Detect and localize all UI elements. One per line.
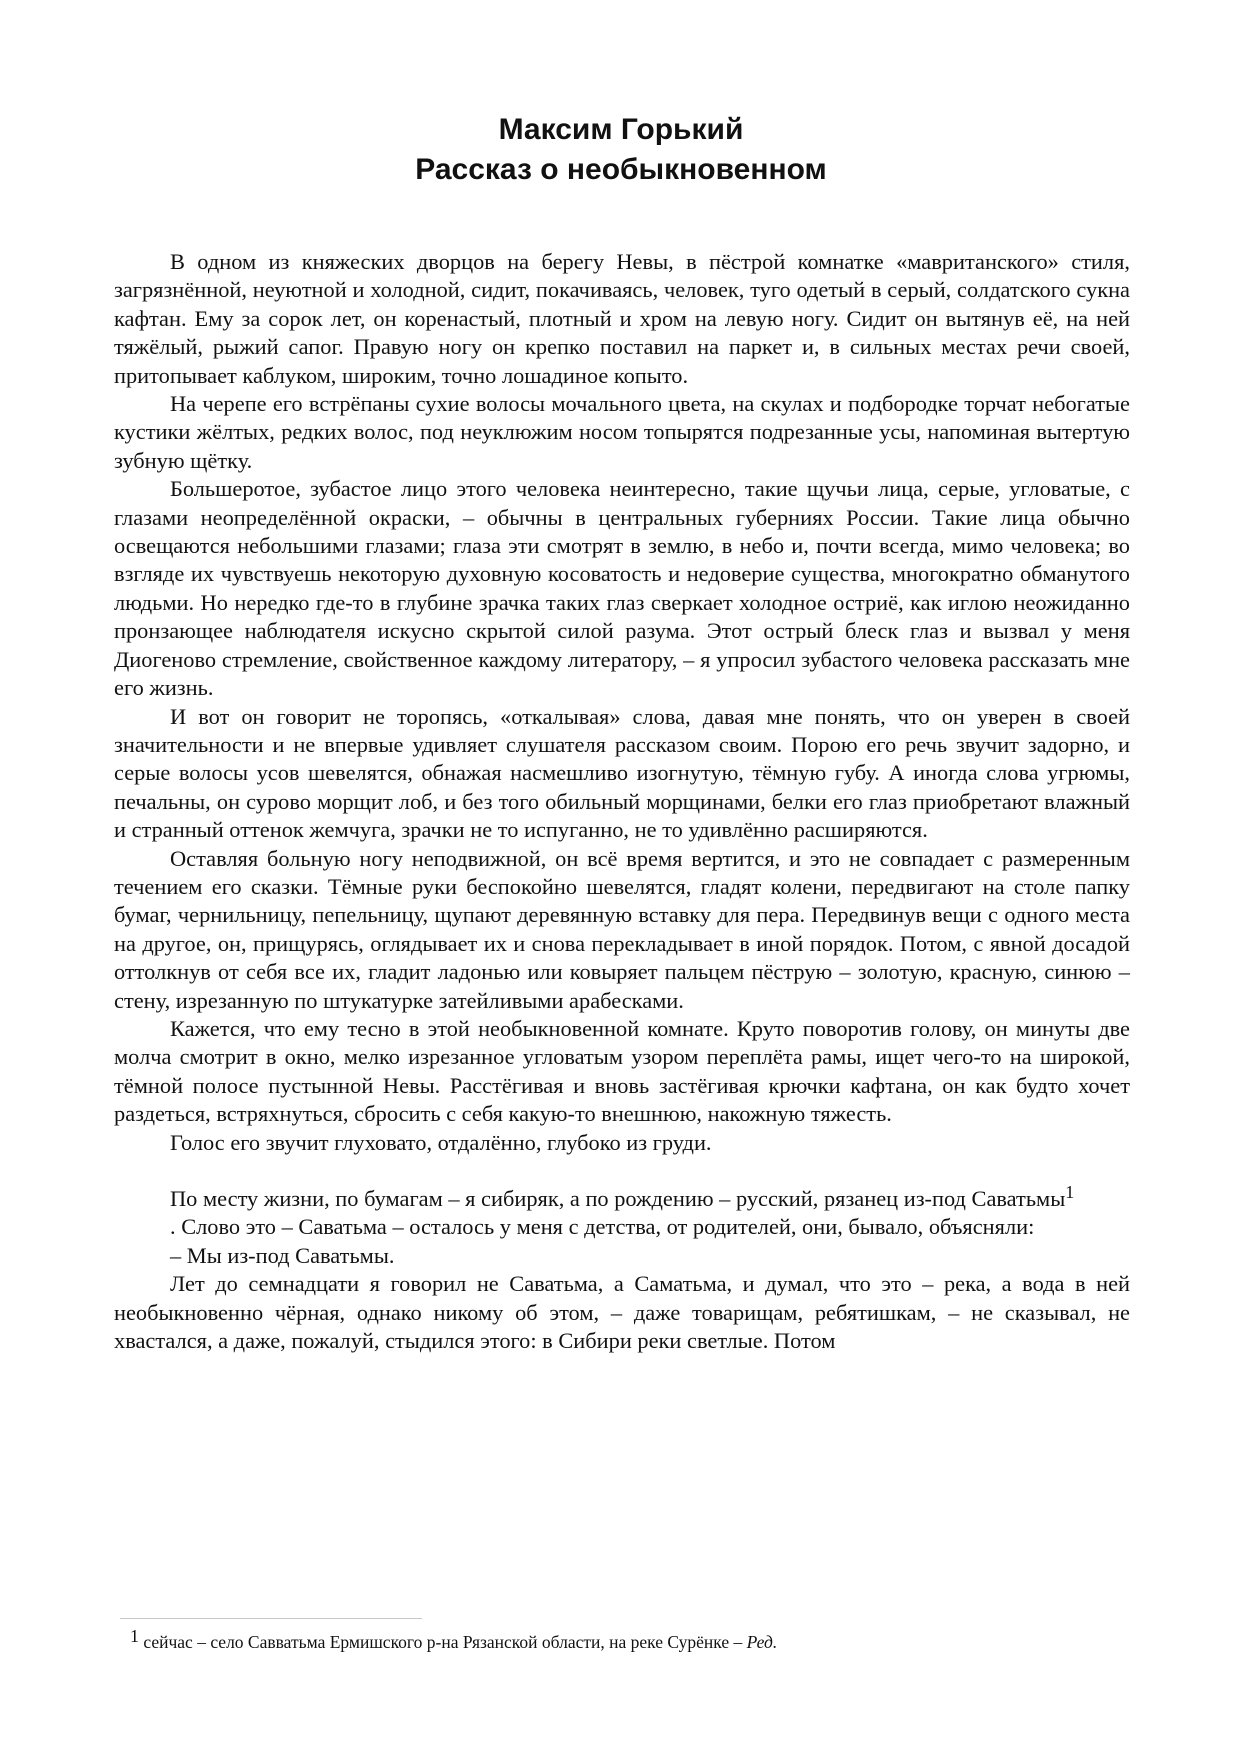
footnote-editor-note: Ред. xyxy=(746,1632,778,1652)
paragraph: Оставляя больную ногу неподвижной, он всё время вертится, и это не совпадает с размеренным течением его сказки. Тёмные руки беспокойно шевелятся, гладят колени, передвигают на столе папку бумаг, чернильницу, пепельницу, щупают деревянную вставку для пера. Передвинув вещи с одного места на другое, он, прищурясь, оглядывает их и снова перекладывает в иной порядок. Потом, с явной досадой оттолкнув от себя все их, гладит ладонью или ковыряет пальцем пёструю – золотую, красную, синюю – стену, изрезанную по штукатурке затейливыми арабесками. xyxy=(114,845,1130,1013)
footnote-reference[interactable]: 1 xyxy=(1065,1182,1075,1202)
speech-text: По месту жизни, по бумагам – я сибиряк, а по рождению – русский, рязанец из-под Саватьмы xyxy=(170,1186,1066,1211)
author-name: Максим Горький xyxy=(498,113,744,146)
footnote-divider xyxy=(120,1618,422,1619)
paragraph: Большеротое, зубастое лицо этого человека неинтересно, такие щучьи лица, серые, угловатые, с глазами неопределённой окраски, – обычны в центральных губерниях России. Такие лица обычно освещаются небольшими глазами; глаза эти смотрят в землю, в небо и, почти всегда, мимо человека; во взгляде их чувствуешь некоторую духовную косоватость и недоверие существа, многократно обманутого людьми. Но нередко где-то в глубине зрачка таких глаз сверкает холодное остриё, как иглою неожиданно пронзающее наблюдателя искусно скрытой силой разума. Этот острый блеск глаз и вызвал у меня Диогеново стремление, свойственное каждому литератору, – я упросил зубастого человека рассказать мне его жизнь. xyxy=(114,476,1130,701)
footnote xyxy=(130,1626,1130,1654)
paragraph: И вот он говорит не торопясь, «откалывая» слова, давая мне понять, что он уверен в своей значительности и не впервые удивляет слушателя рассказом своим. Порою его речь звучит задорно, и серые волосы усов шевелятся, обнажая насмешливо изогнутую, тёмную губу. А иногда слова угрюмы, печальны, он сурово морщит лоб, и без того обильный морщинами, белки его глаз приобретают влажный и странный оттенок жемчуга, зрачки не то испуганно, не то удивлённо расширяются. xyxy=(114,703,1130,843)
speech-paragraph: – Мы из-под Саватьмы. xyxy=(170,1242,395,1268)
paragraph: В одном из княжеских дворцов на берегу Невы, в пёстрой комнатке «мавританского» стиля, загрязнённой, неуютной и холодной, сидит, покачиваясь, человек, туго одетый в серый, солдатского сукна кафтан. Ему за сорок лет, он коренастый, плотный и хром на левую ногу. Сидит он вытянув её, на ней тяжёлый, рыжий сапог. Правую ногу он крепко поставил на паркет и, в сильных местах речи своей, притопывает каблуком, широким, точно лошадиное копыто. xyxy=(114,249,1130,388)
speech-paragraph: Лет до семнадцати я говорил не Саватьма, а Саматьма, и думал, что это – река, а вода в ней необыкновенно чёрная, однако никому об этом, – даже товарищам, ребятишкам, – не сказывал, не хвастался, а даже, пожалуй, стыдился этого: в Сибири реки светлые. Потом xyxy=(114,1271,1130,1354)
paragraph: На черепе его встрёпаны сухие волосы мочального цвета, на скулах и подбородке торчат небогатые кустики жёлтых, редких волос, под неуклюжим носом топырятся подрезанные усы, напоминая вытертую зубную щётку. xyxy=(114,391,1130,473)
speech-paragraph xyxy=(114,1182,1130,1213)
title-block xyxy=(0,110,1242,190)
paragraph: Голос его звучит глуховато, отдалённо, глубоко из груди. xyxy=(170,1129,712,1155)
speech-paragraph: . Слово это – Саватьма – осталось у меня с детства, от родителей, они, бывало, объясняли: xyxy=(170,1214,1035,1240)
story-body xyxy=(114,248,1130,1355)
story-title: Рассказ о необыкновенном xyxy=(415,153,827,186)
footnote-text: сейчас – село Савватьма Ермишского р-на Рязанской области, на реке Сурёнке – xyxy=(143,1632,747,1652)
footnote-mark: 1 xyxy=(130,1626,139,1646)
paragraph: Кажется, что ему тесно в этой необыкновенной комнате. Круто поворотив голову, он минуты две молча смотрит в окно, мелко изрезанное угловатым узором переплёта рамы, ищет чего-то на широкой, тёмной полосе пустынной Невы. Расстёгивая и вновь застёгивая крючки кафтана, он как будто хочет раздеться, встряхнуться, сбросить с себя какую-то внешнюю, накожную тяжесть. xyxy=(114,1015,1130,1127)
